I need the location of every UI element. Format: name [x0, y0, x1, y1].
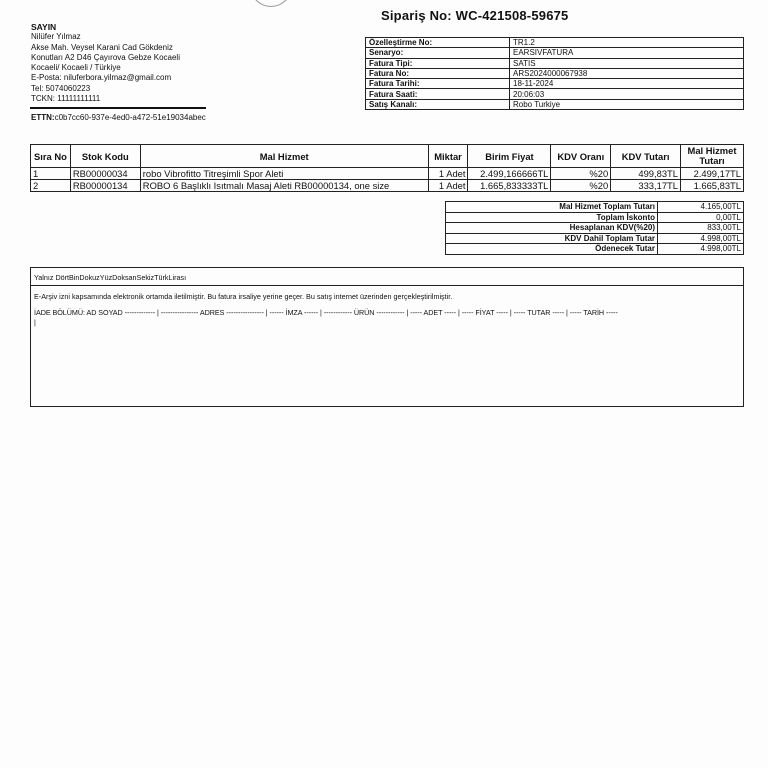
meta-value: Robo Turkiye [510, 99, 744, 109]
items-header-row [31, 145, 744, 168]
cell-stock-code: RB00000134 [70, 180, 140, 192]
totals-row [446, 233, 744, 244]
buyer-block [31, 22, 211, 104]
buyer-tckn: TCKN: 11111111111 [31, 94, 101, 104]
totals-value: 4.165,00TL [658, 202, 744, 213]
ettn-block [31, 113, 211, 123]
col-header-row-no: Sıra No [31, 145, 71, 168]
meta-value: ARS2024000067938 [510, 68, 744, 78]
totals-row [446, 223, 744, 234]
order-number-title: Sipariş No: WC-421508-59675 [381, 8, 569, 23]
col-header-vat-rate: KDV Oranı [551, 145, 611, 168]
amount-in-words: Yalnız DörtBinDokuzYüzDoksanSekizTürkLirası [34, 273, 187, 282]
line-items-table [30, 144, 744, 192]
meta-value: TR1.2 [510, 38, 744, 48]
cell-unit-price: 2.499,166666TL [468, 168, 551, 180]
meta-value: SATIS [510, 58, 744, 68]
table-row [31, 168, 744, 180]
totals-key: KDV Dahil Toplam Tutar [446, 233, 658, 244]
meta-key: Özelleştirme No: [366, 38, 510, 48]
invoice-meta-table [365, 37, 744, 110]
cell-vat-amount: 499,83TL [611, 168, 681, 180]
buyer-phone: Tel: 5074060223 [31, 83, 91, 93]
totals-row [446, 212, 744, 223]
meta-value: 18-11-2024 [510, 79, 744, 89]
totals-row [446, 202, 744, 213]
col-header-line-total: Mal Hizmet Tutarı [681, 145, 744, 168]
cell-quantity: 1 Adet [428, 168, 468, 180]
cell-vat-amount: 333,17TL [611, 180, 681, 192]
meta-row [366, 38, 744, 48]
totals-table [445, 201, 744, 255]
meta-key: Fatura No: [366, 68, 510, 78]
cell-quantity: 1 Adet [428, 180, 468, 192]
meta-key: Fatura Saati: [366, 89, 510, 99]
cell-stock-code: RB00000034 [70, 168, 140, 180]
logo-mark [250, 0, 292, 7]
cell-vat-rate: %20 [551, 180, 611, 192]
meta-row [366, 79, 744, 89]
meta-key: Senaryo: [366, 48, 510, 58]
ettn-value: c0b7cc60-937e-4ed0-a472-51e19034abec [54, 113, 206, 122]
meta-row [366, 99, 744, 109]
col-header-stock-code: Stok Kodu [70, 145, 140, 168]
cell-product: ROBO 6 Başlıklı Isıtmalı Masaj Aleti RB00000134, one size [140, 180, 428, 192]
buyer-name: Nilüfer Yılmaz [31, 32, 81, 42]
cell-line-total: 1.665,83TL [681, 180, 744, 192]
meta-row [366, 48, 744, 58]
col-header-product: Mal Hizmet [140, 145, 428, 168]
buyer-address-line-1: Akse Mah. Veysel Karani Cad Gökdeniz [31, 42, 173, 52]
cell-vat-rate: %20 [551, 168, 611, 180]
col-header-vat-amount: KDV Tutarı [611, 145, 681, 168]
meta-value: EARSIVFATURA [510, 48, 744, 58]
meta-value: 20:06:03 [510, 89, 744, 99]
meta-row [366, 68, 744, 78]
buyer-divider [30, 107, 206, 109]
totals-value: 833,00TL [658, 223, 744, 234]
buyer-email: E-Posta: niluferbora.yilmaz@gmail.com [31, 73, 172, 83]
return-section-header: İADE BÖLÜMÜ: AD SOYAD ------------- | ---------------- ADRES ---------------- | ------ İMZA ------ | ------------ ÜRÜN ------------ | ----- ADET ----- | ----- FİYAT ----- | ----- TUTAR ----- | ----- TARİH ----- [34, 308, 618, 317]
cell-row-no: 2 [31, 180, 71, 192]
table-row [31, 180, 744, 192]
totals-key: Ödenecek Tutar [446, 244, 658, 255]
totals-row [446, 244, 744, 255]
cell-product: robo Vibrofitto Titreşimli Spor Aleti [140, 168, 428, 180]
notes-divider [31, 285, 743, 286]
meta-key: Fatura Tarihi: [366, 79, 510, 89]
meta-row [366, 58, 744, 68]
col-header-unit-price: Birim Fiyat [468, 145, 551, 168]
totals-value: 0,00TL [658, 212, 744, 223]
meta-row [366, 89, 744, 99]
buyer-title: SAYIN [31, 22, 57, 32]
notes-box [30, 267, 744, 407]
totals-value: 4.998,00TL [658, 233, 744, 244]
cell-unit-price: 1.665,833333TL [468, 180, 551, 192]
buyer-address-line-2: Konutları A2 D46 Çayırova Gebze Kocaeli [31, 52, 180, 62]
meta-key: Satış Kanalı: [366, 99, 510, 109]
buyer-address-line-3: Kocaeli/ Kocaeli / Türkiye [31, 63, 121, 73]
return-section-tail: | [34, 318, 36, 327]
earsiv-note: E-Arşiv izni kapsamında elektronik ortamda iletilmiştir. Bu fatura irsaliye yerine geçer. Bu satış internet üzerinden gerçekleştirilmiştir. [34, 292, 453, 301]
totals-key: Mal Hizmet Toplam Tutarı [446, 202, 658, 213]
cell-line-total: 2.499,17TL [681, 168, 744, 180]
totals-key: Toplam İskonto [446, 212, 658, 223]
ettn-label: ETTN: [31, 113, 55, 122]
col-header-quantity: Miktar [428, 145, 468, 168]
totals-key: Hesaplanan KDV(%20) [446, 223, 658, 234]
meta-key: Fatura Tipi: [366, 58, 510, 68]
cell-row-no: 1 [31, 168, 71, 180]
totals-value: 4.998,00TL [658, 244, 744, 255]
